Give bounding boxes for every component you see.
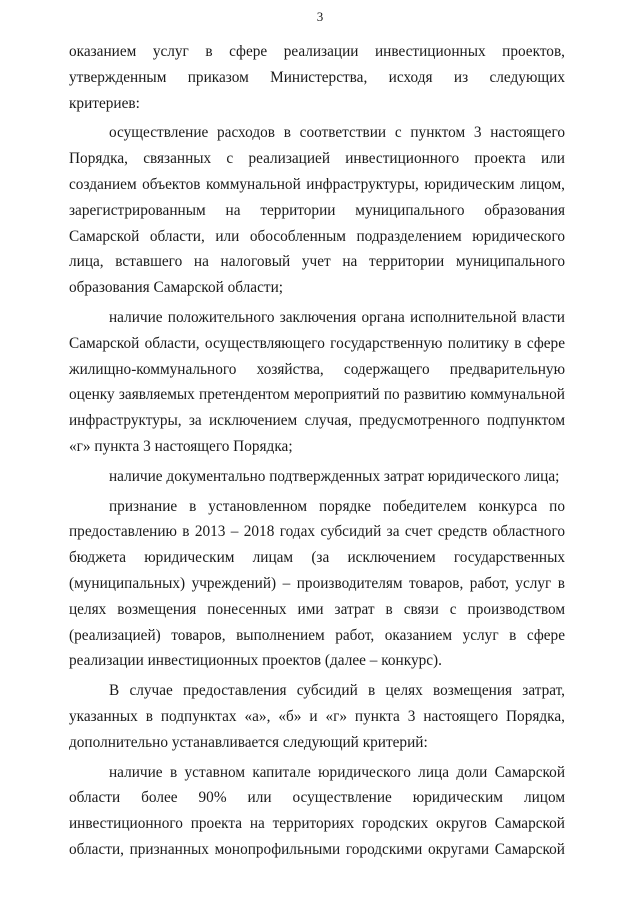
- paragraph-criterion-contest-winner: признание в установленном порядке победителем конкурса по предоставлению в 2013 – 2018 годах субсидий за счет средств областного бюджета юридическим лицам (за исключением государственных (муниципальных) учреждений) – производителям товаров, работ, услуг в целях возмещения понесенных ими затрат в связи с производством (реализацией) товаров, выполнением работ, оказанием услуг в сфере реализации инвестиционных проектов (далее – конкурс).: [69, 497, 565, 670]
- paragraph-criterion-positive-conclusion: наличие положительного заключения органа исполнительной власти Самарской области, осуществляющего государственную политику в сфере жилищно-коммунального хозяйства, содержащего предварительную оценку заявляемых претендентом мероприятий по развитию коммунальной инфраструктуры, за исключением случая, предусмотренного подпунктом «г» пункта 3 настоящего Порядка;: [69, 308, 565, 455]
- paragraph-intro: оказанием услуг в сфере реализации инвестиционных проектов, утвержденным приказом Министерства, исходя из следующих критериев:: [69, 43, 565, 112]
- paragraph-criterion-expenses: осуществление расходов в соответствии с пунктом 3 настоящего Порядка, связанных с реализацией инвестиционного проекта или созданием объектов коммунальной инфраструктуры, юридическим лицом, зарегистрированным на территории муниципального образования Самарской области, или обособленным подразделением юридического лица, вставшего на налоговый учет на территории муниципального образования Самарской области;: [69, 124, 565, 297]
- paragraph-criterion-documented-costs: наличие документально подтвержденных затрат юридического лица;: [109, 467, 560, 485]
- document-body: [69, 39, 565, 867]
- paragraph-criterion-capital-share: наличие в уставном капитале юридического лица доли Самарской области более 90% или осуществление юридическим лицом инвестиционного проекта на территориях городских округов Самарской области, признанных монопрофильными городскими округами Самарской: [69, 763, 565, 858]
- page-number: 3: [316, 9, 324, 24]
- paragraph-additional-criterion-intro: В случае предоставления субсидий в целях возмещения затрат, указанных в подпунктах «а», «б» и «г» пункта 3 настоящего Порядка, дополнительно устанавливается следующий критерий:: [69, 682, 565, 751]
